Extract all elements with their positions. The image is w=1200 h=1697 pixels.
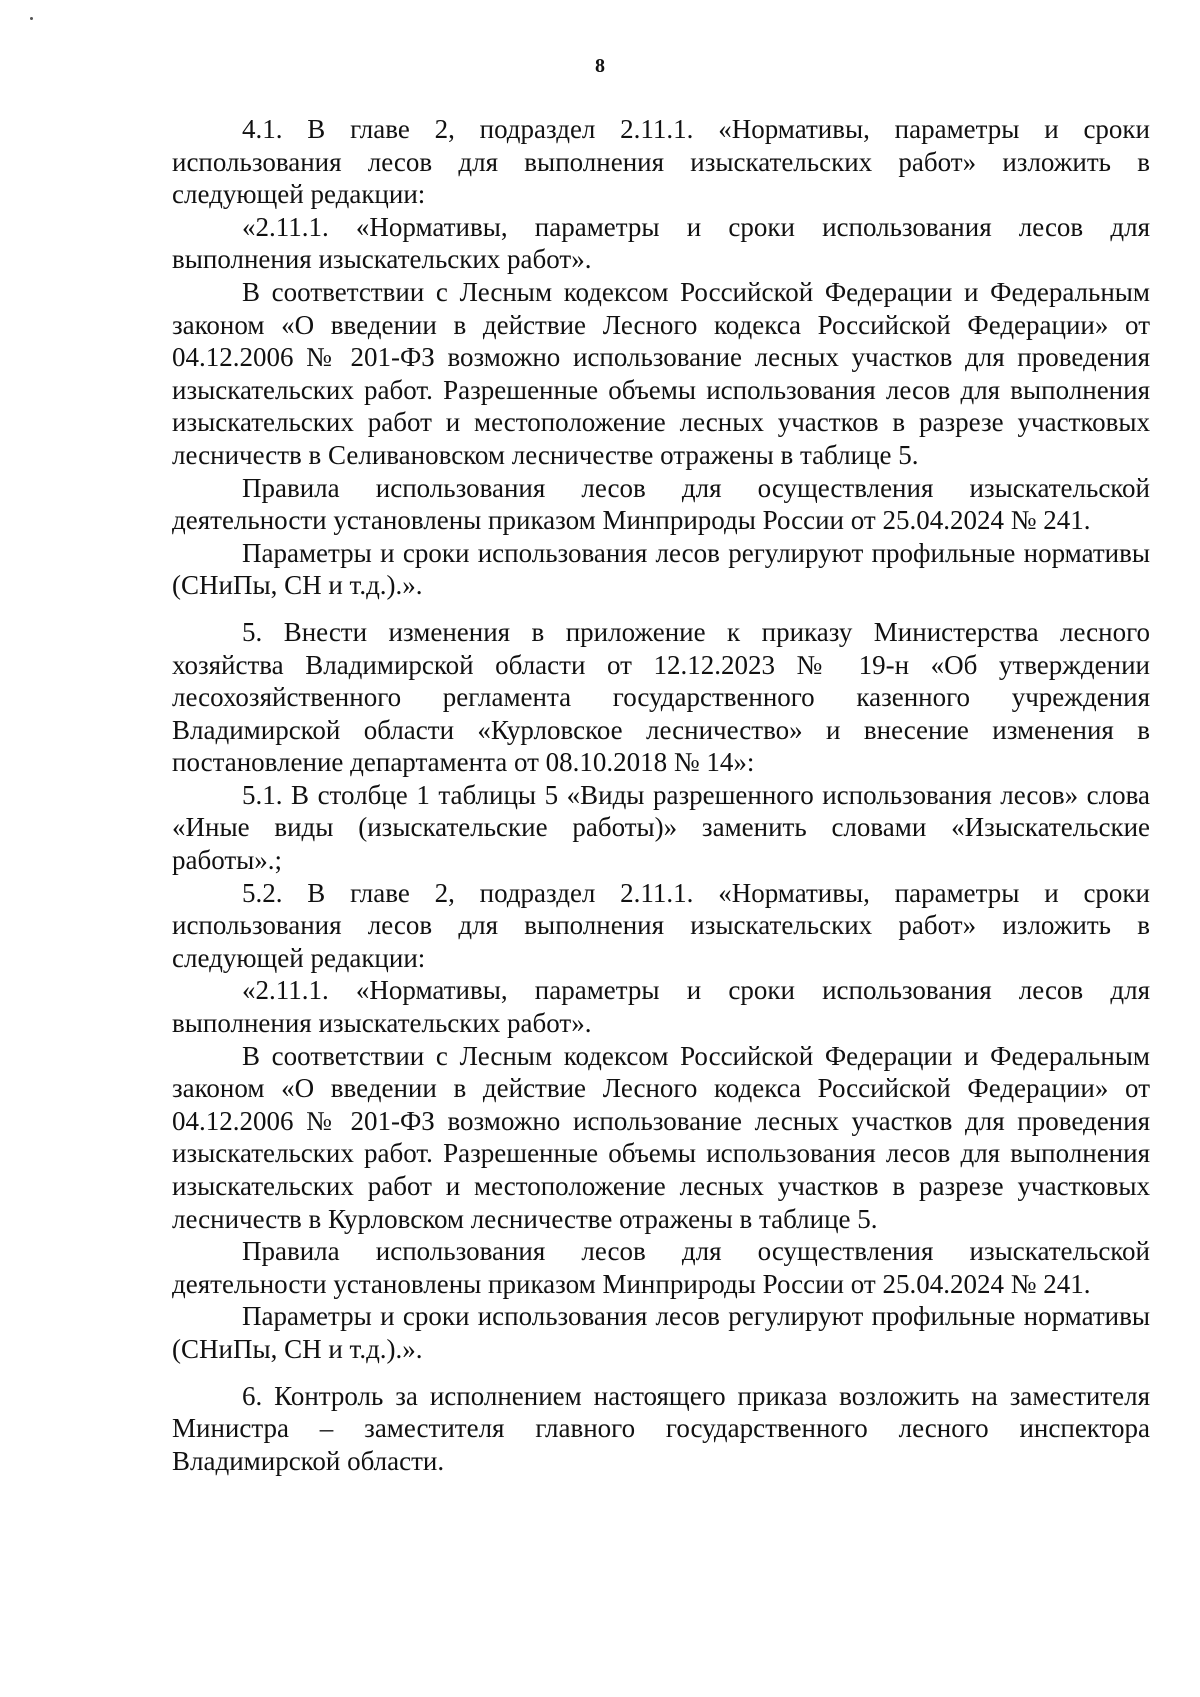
paragraph-5-2: 5.2. В главе 2, подраздел 2.11.1. «Нормативы, параметры и сроки использования лесов для выполнения изыскательских работ» изложить в следующей редакции: (172, 877, 1150, 973)
paragraph-4-1-rules: Правила использования лесов для осуществления изыскательской деятельности установлены приказом Минприроды России от 25.04.2024 № 241. (172, 472, 1150, 536)
page-number: 8 (595, 55, 605, 77)
paragraph-4-1: 4.1. В главе 2, подраздел 2.11.1. «Нормативы, параметры и сроки использования лесов для выполнения изыскательских работ» изложить в следующей редакции: (172, 114, 1150, 210)
document-body (172, 113, 1150, 1477)
paragraph-5-1: 5.1. В столбце 1 таблицы 5 «Виды разрешенного использования лесов» слова «Иные виды (изыскательские работы)» заменить словами «Изыскательские работы».; (172, 779, 1150, 876)
paragraph-5-2-quote-title: «2.11.1. «Нормативы, параметры и сроки использования лесов для выполнения изыскательских работ». (172, 975, 1150, 1039)
paragraph-4-1-quote-body: В соответствии с Лесным кодексом Российской Федерации и Федеральным законом «О введении в действие Лесного кодекса Российской Федерации» от 04.12.2006 № 201-ФЗ возможно использование лесных участков для проведения изыскательских работ. Разрешенные объемы использования лесов для выполнения изыскательских работ и местоположение лесных участков в разрезе участковых лесничеств в Селивановском лесничестве отражены в таблице 5. (172, 276, 1150, 470)
paragraph-5-2-params: Параметры и сроки использования лесов регулируют профильные нормативы (СНиПы, СН и т.д.).». (172, 1301, 1150, 1364)
paragraph-4-1-params: Параметры и сроки использования лесов регулируют профильные нормативы (СНиПы, СН и т.д.).». (172, 537, 1150, 601)
paragraph-5: 5. Внести изменения в приложение к приказу Министерства лесного хозяйства Владимирской области от 12.12.2023 № 19-н «Об утверждении лесохозяйственного регламента государственного казенного учреждения Владимирской области «Курловское лесничество» и внесение изменения в постановление департамента от 08.10.2018 № 14»: (172, 616, 1150, 778)
paragraph-4-1-quote-title: «2.11.1. «Нормативы, параметры и сроки использования лесов для выполнения изыскательских работ». (172, 211, 1150, 275)
paragraph-5-2-quote-body: В соответствии с Лесным кодексом Российской Федерации и Федеральным законом «О введении в действие Лесного кодекса Российской Федерации» от 04.12.2006 № 201-ФЗ возможно использование лесных участков для проведения изыскательских работ. Разрешенные объемы использования лесов для выполнения изыскательских работ и местоположение лесных участков в разрезе участковых лесничеств в Курловском лесничестве отражены в таблице 5. (172, 1040, 1150, 1234)
paragraph-6: 6. Контроль за исполнением настоящего приказа возложить на заместителя Министра – заместителя главного государственного лесного инспектора Владимирской области. (172, 1380, 1150, 1476)
paragraph-5-2-rules: Правила использования лесов для осуществления изыскательской деятельности установлены приказом Минприроды России от 25.04.2024 № 241. (172, 1236, 1150, 1299)
scan-speck (30, 17, 33, 20)
